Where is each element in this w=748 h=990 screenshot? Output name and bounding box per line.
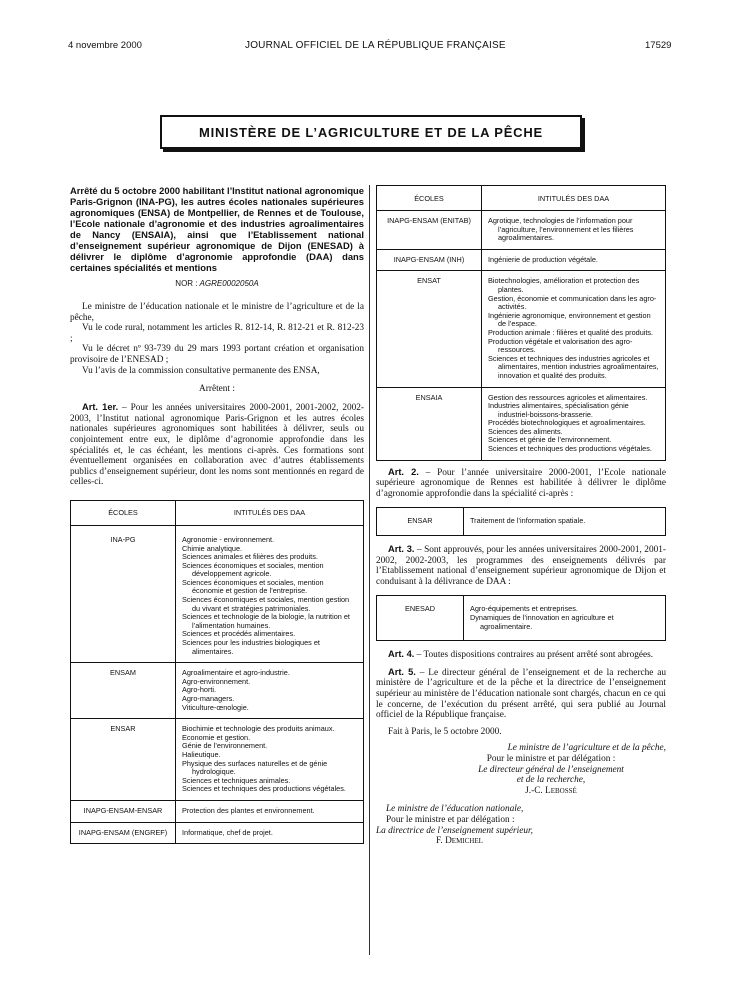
daa-item: Sciences et techniques des industries agricoles et alimentaires, mention industries agroalimentaires, innovation et qualité des produits. bbox=[488, 353, 659, 380]
ecole-cell: INAPG-ENSAM-ENSAR bbox=[71, 800, 176, 822]
intitules-cell bbox=[176, 822, 364, 844]
daa-item: Sciences des aliments. bbox=[488, 426, 563, 436]
table-row bbox=[377, 249, 666, 271]
table-row bbox=[377, 211, 666, 250]
intitules-cell bbox=[482, 211, 666, 250]
ecole-cell: ENSAM bbox=[71, 663, 176, 719]
article-5 bbox=[376, 667, 666, 721]
daa-item: Sciences économiques et sociales, mention gestion du vivant et stratégies patrimoniales. bbox=[182, 595, 350, 613]
daa-table-3 bbox=[376, 507, 666, 536]
right-column bbox=[376, 185, 666, 847]
nor-label: NOR : bbox=[175, 279, 198, 288]
ecole-cell: ENSAT bbox=[377, 271, 482, 387]
table-row bbox=[71, 719, 364, 801]
left-column bbox=[70, 185, 364, 844]
daa-item: Sciences pour les industries biologiques et alimentaires. bbox=[182, 638, 320, 656]
daa-item: Chimie analytique. bbox=[182, 543, 243, 553]
daa-item: Production végétale et valorisation des agro-ressources. bbox=[488, 336, 633, 355]
daa-item: Production animale : filières et qualité des produits. bbox=[488, 327, 654, 337]
daa-item: Sciences et génie de l’environnement. bbox=[488, 435, 612, 445]
signature-agriculture bbox=[376, 743, 666, 796]
journal-title: JOURNAL OFFICIEL DE LA RÉPUBLIQUE FRANÇAISE bbox=[245, 40, 506, 51]
table-row bbox=[71, 822, 364, 844]
intitules-cell bbox=[464, 596, 666, 641]
daa-item: Biochimie et technologie des produits animaux. bbox=[182, 724, 335, 734]
signature-line: Pour le ministre et par délégation : bbox=[386, 814, 515, 825]
intitules-cell bbox=[482, 249, 666, 271]
intitules-cell bbox=[482, 271, 666, 387]
daa-item: Ingénierie agronomique, environnement et gestion de l’espace. bbox=[488, 310, 651, 329]
decree-title: Arrêté du 5 octobre 2000 habilitant l’Institut national agronomique Paris-Grignon (INA-PG), les autres écoles nationales supérieures agronomiques (ENSA) de Montpellier, de Rennes et de Toulouse, l’Ecole nationale d’agronomie et des industries agroalimentaires de Nancy (ENSAIA), ainsi que l’Etablissement national d’enseignement supérieur agronomique de Dijon (ENESAD) à délivrer le diplôme d’agronomie approfondie (DAA) dans certaines spécialités et mentions bbox=[70, 185, 364, 273]
daa-item: Physique des surfaces naturelles et de génie hydrologique. bbox=[182, 758, 328, 777]
daa-item: Dynamiques de l’innovation en agriculture et agroalimentaire. bbox=[470, 613, 614, 631]
daa-item: Sciences et techniques animales. bbox=[182, 775, 291, 785]
preamble-line: Le ministre de l’éducation nationale et le ministre de l’agriculture et de la pêche, bbox=[70, 302, 364, 323]
daa-item: Agro-horti. bbox=[182, 685, 217, 695]
article-2 bbox=[376, 467, 666, 500]
article-3-label: Art. 3. bbox=[388, 544, 415, 555]
page-date: 4 novembre 2000 bbox=[68, 40, 142, 51]
daa-item: Viticulture-œnologie. bbox=[182, 702, 249, 712]
daa-item: Gestion, économie et communication dans les agro-activités. bbox=[488, 293, 657, 312]
daa-item: Protection des plantes et environnement. bbox=[182, 805, 315, 815]
daa-item: Industries alimentaires, spécialisation génie industriel-boissons-brasserie. bbox=[488, 401, 629, 419]
ecole-cell: ENSAIA bbox=[377, 387, 482, 460]
daa-item: Sciences et techniques des productions végétales. bbox=[488, 444, 652, 454]
table-header-row bbox=[377, 186, 666, 211]
daa-item: Agro-managers. bbox=[182, 694, 235, 703]
intitules-cell bbox=[176, 719, 364, 801]
signature-line: Pour le ministre et par délégation : bbox=[486, 753, 616, 764]
signature-line: et de la recherche, bbox=[516, 775, 586, 786]
daa-item: Agro-environnement. bbox=[182, 676, 251, 686]
table-row bbox=[377, 387, 666, 460]
daa-item: Agroalimentaire et agro-industrie. bbox=[182, 668, 290, 678]
ecole-cell: INAPG-ENSAM (INH) bbox=[377, 249, 482, 271]
daa-item: Economie et gestion. bbox=[182, 732, 251, 742]
ecole-cell: INA-PG bbox=[71, 525, 176, 662]
ecole-cell: INAPG-ENSAM (ENGREF) bbox=[71, 822, 176, 844]
intitules-cell bbox=[176, 663, 364, 719]
daa-item: Procédés biotechnologiques et agroalimentaires. bbox=[488, 418, 646, 428]
daa-item: Biotechnologies, amélioration et protection des plantes. bbox=[488, 276, 640, 294]
col-intitules: INTITULÉS DES DAA bbox=[176, 500, 364, 525]
daa-item: Sciences et procédés alimentaires. bbox=[182, 629, 296, 639]
signature-line: Le ministre de l’agriculture et de la pêche, bbox=[507, 743, 666, 754]
preamble bbox=[70, 302, 364, 376]
table-row bbox=[71, 800, 364, 822]
table-row bbox=[71, 663, 364, 719]
daa-item: Sciences et techniques des productions végétales. bbox=[182, 784, 346, 794]
table-row bbox=[377, 508, 666, 536]
article-2-text: – Pour l’année universitaire 2000-2001, l’Ecole nationale supérieure agronomique de Rennes est habilitée à délivrer le diplôme d’agronomie approfondie dans la spécialité ci-après : bbox=[376, 467, 666, 499]
article-5-text: – Le directeur général de l’enseignement et de la recherche au ministère de l’agriculture et de la pêche et la directrice de l’enseignement supérieur au ministère de l’éducation nationale sont chargés, chacun en ce qui le concerne, de l’exécution du présent arrêté, qui sera publié au Journal officiel de la République française. bbox=[376, 667, 666, 721]
ecole-cell: ENSAR bbox=[377, 508, 464, 536]
article-4-label: Art. 4. bbox=[388, 649, 415, 660]
signatory-name: J.-C. Lebossé bbox=[525, 785, 577, 796]
ecole-cell: ENESAD bbox=[377, 596, 464, 641]
intitules-cell bbox=[464, 508, 666, 536]
col-ecoles: ÉCOLES bbox=[71, 500, 176, 525]
signatory-name: F. Demichel bbox=[436, 836, 483, 847]
daa-item: Sciences économiques et sociales, mention développement agricole. bbox=[182, 560, 324, 579]
arretent: Arrêtent : bbox=[199, 384, 235, 395]
preamble-line: Vu le décret nº 93-739 du 29 mars 1993 portant création et organisation provisoire de l’ENESAD ; bbox=[70, 344, 364, 365]
article-4 bbox=[376, 649, 666, 661]
col-intitules: INTITULÉS DES DAA bbox=[482, 186, 666, 211]
signature-line: La directrice de l’enseignement supérieur, bbox=[376, 825, 533, 836]
table-row bbox=[377, 271, 666, 387]
daa-table-2 bbox=[376, 185, 666, 461]
table-row bbox=[377, 596, 666, 641]
ministry-title: MINISTÈRE DE L’AGRICULTURE ET DE LA PÊCHE bbox=[198, 124, 544, 140]
signature-line: Le directeur général de l’enseignement bbox=[478, 764, 624, 775]
daa-item: Agrotique, technologies de l’information pour l’agriculture, l’environnement et les filières agroalimentaires. bbox=[488, 216, 634, 243]
article-3-text: – Sont approuvés, pour les années universitaires 2000-2001, 2001-2002, 2002-2003, les programmes des enseignements délivrés par l’Etablissement national d’enseignement supérieur agronomique de Dijon et conduisant à la délivrance de DAA : bbox=[376, 545, 666, 587]
ministry-banner bbox=[160, 115, 582, 149]
intitules-cell bbox=[482, 387, 666, 460]
daa-table-1 bbox=[70, 500, 364, 844]
nor-reference bbox=[70, 279, 364, 288]
signature-education bbox=[376, 804, 666, 846]
daa-item: Agro-équipements et entreprises. bbox=[470, 604, 578, 614]
article-2-label: Art. 2. bbox=[388, 466, 419, 477]
daa-item: Ingénierie de production végétale. bbox=[488, 254, 598, 264]
page-number: 17529 bbox=[645, 40, 672, 51]
intitules-cell bbox=[176, 525, 364, 662]
col-ecoles: ÉCOLES bbox=[377, 186, 482, 211]
article-1-text: – Pour les années universitaires 2000-2001, 2001-2002, 2002-2003, l’Institut national agronomique Paris-Grignon et les autres écoles nationales supérieures agronomiques sont habilitées à délivrer, seuls ou conjointement entre eux, le diplôme d’agronomie approfondie dans les spécialités et, le cas échéant, les mentions ci-après. Ces formations sont éventuellement organisées en collaboration avec d’autres établissements publics d’enseignement supérieur, dont les noms sont mentionnés en regard de celles-ci. bbox=[70, 403, 365, 488]
table-header-row bbox=[71, 500, 364, 525]
article-3 bbox=[376, 544, 666, 587]
daa-item: Gestion des ressources agricoles et alimentaires. bbox=[488, 392, 648, 402]
article-4-text: – Toutes dispositions contraires au présent arrêté sont abrogées. bbox=[414, 650, 654, 661]
article-1-label: Art. 1er. bbox=[82, 402, 119, 413]
nor-code: AGRE0002050A bbox=[199, 279, 259, 288]
intitules-cell bbox=[176, 800, 364, 822]
daa-item: Sciences et technologie de la biologie, la nutrition et l’alimentation humaines. bbox=[182, 612, 350, 630]
column-divider bbox=[369, 185, 370, 955]
ecole-cell: ENSAR bbox=[71, 719, 176, 801]
ecole-cell: INAPG-ENSAM (ENITAB) bbox=[377, 211, 482, 250]
preamble-line: Vu le code rural, notamment les articles R. 812-14, R. 812-21 et R. 812-23 ; bbox=[70, 323, 364, 344]
fait-a-paris: Fait à Paris, le 5 octobre 2000. bbox=[388, 726, 502, 737]
daa-item: Sciences économiques et sociales, mention économie et gestion de l’entreprise. bbox=[182, 577, 324, 596]
daa-item: Génie de l’environnement. bbox=[182, 741, 268, 751]
article-5-label: Art. 5. bbox=[388, 666, 416, 677]
daa-item: Sciences animales et filières des produits. bbox=[182, 552, 318, 562]
preamble-line: Vu l’avis de la commission consultative permanente des ENSA, bbox=[82, 365, 320, 376]
daa-item: Traitement de l’information spatiale. bbox=[470, 516, 586, 526]
table-row bbox=[71, 525, 364, 662]
signature-line: Le ministre de l’éducation nationale, bbox=[386, 804, 524, 815]
daa-item: Halieutique. bbox=[182, 749, 221, 759]
daa-table-4 bbox=[376, 595, 666, 641]
daa-item: Informatique, chef de projet. bbox=[182, 827, 273, 837]
article-1 bbox=[70, 402, 364, 488]
daa-item: Agronomie - environnement. bbox=[182, 534, 275, 544]
